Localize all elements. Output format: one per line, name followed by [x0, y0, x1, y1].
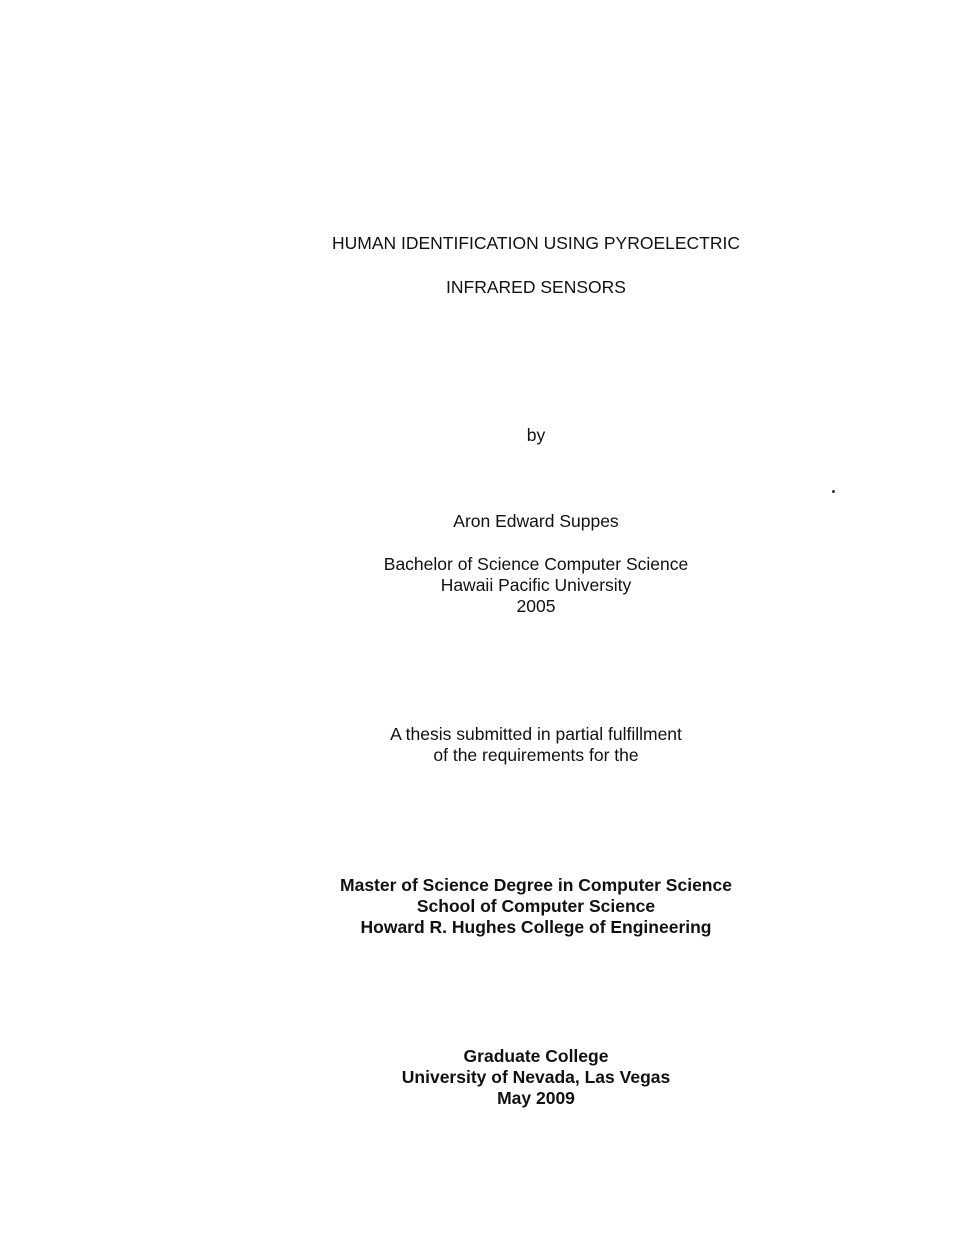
prior-university: Hawaii Pacific University	[440, 575, 632, 595]
author-name: Aron Edward Suppes	[453, 511, 619, 531]
degree-sought-line-3: Howard R. Hughes College of Engineering	[360, 917, 712, 937]
prior-degree-year: 2005	[516, 596, 556, 616]
institution-line-1: Graduate College	[463, 1046, 609, 1066]
submission-statement-line-2: of the requirements for the	[433, 745, 639, 765]
institution-line-3: May 2009	[497, 1088, 575, 1108]
institution-line-2: University of Nevada, Las Vegas	[401, 1067, 671, 1087]
scan-speck	[832, 490, 835, 493]
degree-sought-line-1: Master of Science Degree in Computer Science	[340, 875, 732, 895]
prior-degree: Bachelor of Science Computer Science	[383, 554, 689, 574]
thesis-title-line-2: INFRARED SENSORS	[446, 277, 626, 297]
byline: by	[526, 425, 546, 445]
submission-statement-line-1: A thesis submitted in partial fulfillment	[390, 724, 682, 744]
thesis-title-line-1: HUMAN IDENTIFICATION USING PYROELECTRIC	[331, 233, 741, 253]
degree-sought-line-2: School of Computer Science	[416, 896, 656, 916]
